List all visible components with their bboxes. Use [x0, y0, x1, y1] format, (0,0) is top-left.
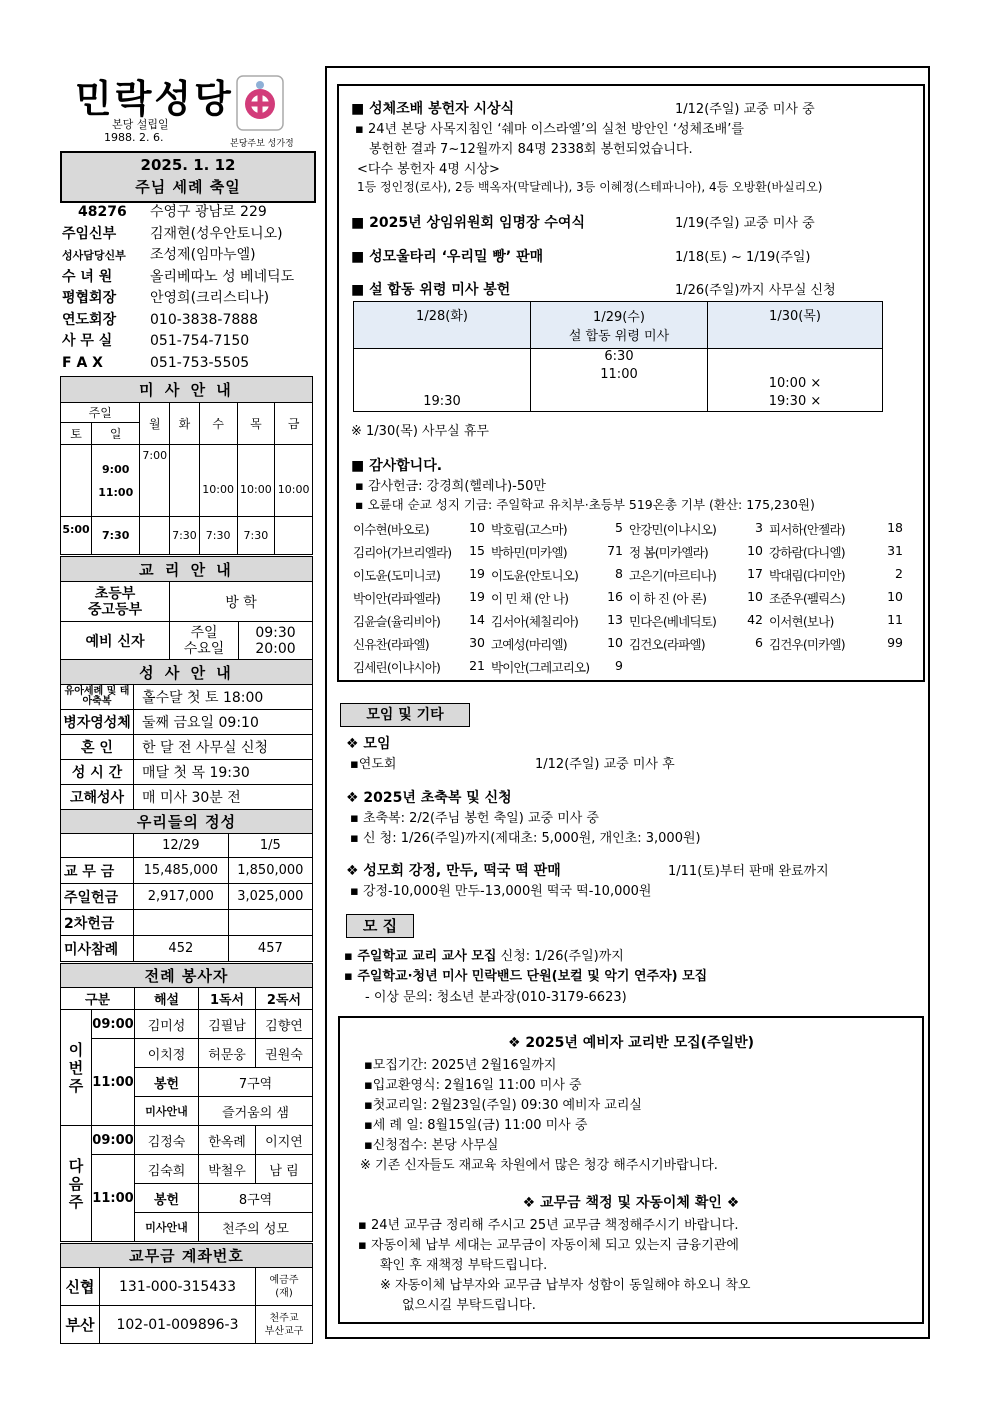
contact-list — [62, 202, 314, 374]
donor-name: 안강민(이냐시오) — [629, 522, 717, 537]
s1-line3: <다수 봉헌자 4명 시상> — [357, 162, 500, 177]
donor-name: 김리아(가브리엘라) — [353, 545, 452, 560]
sun-morning-times: 9:00 11:00 — [92, 445, 140, 517]
contact-label: 연도회장 — [62, 311, 117, 328]
next-week-label: 다 음 주 — [61, 1126, 92, 1242]
ministers-title: 전례 봉사자 — [61, 964, 313, 988]
thu-evening-time: 7:30 — [237, 517, 275, 555]
tw-0900: 09:00 — [92, 1010, 135, 1039]
day-tue: 화 — [170, 403, 200, 445]
s4-date: 1/26(주일)까지 사무실 신청 — [675, 283, 836, 298]
tue-evening-time: 7:30 — [170, 517, 200, 555]
notices-box — [337, 84, 925, 682]
sacrament-label: 혼 인 — [61, 735, 134, 760]
tw-offer: 7구역 — [199, 1068, 313, 1097]
mass-schedule-table — [60, 376, 313, 555]
fri-morning-time: 10:00 — [275, 445, 313, 517]
account-holder-1: 예금주 (재) — [256, 1268, 313, 1306]
s3-date: 1/18(토) ~ 1/19(주일) — [675, 250, 811, 265]
s4-title: ■ 설 합동 위령 미사 봉헌 — [351, 282, 511, 298]
day-thu: 목 — [237, 403, 275, 445]
donor-amount: 6 — [755, 635, 763, 650]
tw-1100: 11:00 — [92, 1039, 135, 1126]
s5-line1: ▪ 감사헌금: 강경희(헬레나)-50만 — [355, 479, 546, 494]
donor-amount: 10 — [469, 520, 485, 535]
donor-row — [353, 612, 923, 635]
sacrament-label: 성 시 간 — [61, 760, 134, 785]
donor-name: 정 봄(미카엘라) — [629, 545, 708, 560]
nw-1100: 11:00 — [92, 1155, 135, 1242]
mm-c1: 19:30 — [354, 349, 531, 412]
account-holder-2: 천주교 부산교구 — [256, 1306, 313, 1344]
nw-0900-reading2: 이지연 — [256, 1126, 313, 1155]
s1-title: ■ 성체조배 봉헌자 시상식 — [351, 101, 515, 117]
s1-date: 1/12(주일) 교중 미사 중 — [675, 102, 815, 117]
donor-name: 김세린(이냐시아) — [353, 660, 441, 675]
donor-amount: 2 — [895, 566, 903, 581]
catechumen-line: ▪입교환영식: 2월16일 11:00 미사 중 — [364, 1078, 582, 1093]
donor-name: 이서현(보나) — [769, 614, 834, 629]
tw-1100-commentary: 이치정 — [135, 1039, 199, 1068]
mon-morning-time: 7:00 — [140, 445, 170, 517]
donor-amount: 31 — [887, 543, 903, 558]
mm-h2: 1/29(수) 설 합동 위령 미사 — [531, 302, 708, 349]
nw-0900-reading1: 한옥례 — [199, 1126, 256, 1155]
col-reading1: 1독서 — [199, 988, 256, 1010]
s2-title: ■ 2025년 상임위원회 임명장 수여식 — [351, 215, 585, 231]
meeting-h3-date: 1/11(토)부터 판매 완료까지 — [668, 864, 829, 879]
bank-2: 부산 — [61, 1306, 100, 1344]
donor-name: 이 하 진 (아 론) — [629, 591, 707, 606]
donor-name: 신유찬(라파엘) — [353, 637, 429, 652]
mass-sat: 토 — [61, 423, 92, 445]
founded-label: 본당 설립일 — [112, 118, 169, 131]
donor-amount: 17 — [747, 566, 763, 581]
donor-name: 피서하(안젤라) — [769, 522, 845, 537]
day-wed: 수 — [199, 403, 237, 445]
col-commentary: 해설 — [135, 988, 199, 1010]
meeting-tab: 모임 및 기타 — [340, 703, 470, 727]
youth-status: 방 학 — [170, 582, 313, 622]
donor-amount: 8 — [615, 566, 623, 581]
donor-amount: 15 — [469, 543, 485, 558]
contact-label: F A X — [62, 354, 103, 371]
sacraments-title: 성 사 안 내 — [61, 660, 313, 685]
offering-label: 주일헌금 — [61, 884, 134, 910]
col-reading2: 2독서 — [256, 988, 313, 1010]
catechumen-label: 예비 신자 — [61, 622, 170, 660]
mm-h1: 1/28(화) — [354, 302, 531, 349]
donor-name: 김건우(미카엘) — [769, 637, 845, 652]
donor-name: 이 민 채 (안 나) — [491, 591, 569, 606]
donor-amount: 30 — [469, 635, 485, 650]
meeting-h2-l1: ▪ 초축복: 2/2(주님 봉헌 축일) 교중 미사 중 — [350, 811, 599, 826]
meeting-h2-l2: ▪ 신 청: 1/26(주일)까지(제대초: 5,000원, 개인초: 3,000원) — [350, 831, 701, 846]
donor-amount: 19 — [469, 566, 485, 581]
holy-family-logo-icon — [235, 74, 285, 132]
tithe-l4: ※ 자동이체 납부자와 교무금 납부자 성함이 동일해야 하오니 착오 — [380, 1278, 751, 1293]
this-week-label: 이 번 주 — [61, 1010, 92, 1126]
tw-1100-reading1: 허문웅 — [199, 1039, 256, 1068]
nw-1100-reading1: 박철우 — [199, 1155, 256, 1184]
donor-amount: 21 — [469, 658, 485, 673]
s5-title: ■ 감사합니다. — [351, 458, 443, 474]
tw-0900-reading2: 김향연 — [256, 1010, 313, 1039]
wed-morning-time: 10:00 — [199, 445, 237, 517]
contact-row — [62, 310, 314, 332]
recruit-l2: ▪ 주일학교·청년 미사 민락밴드 단원(보컬 및 악기 연주자) 모집 — [344, 969, 708, 984]
tw-1100-reading2: 권원숙 — [256, 1039, 313, 1068]
offering-value: 452 — [134, 936, 229, 962]
account-title: 교무금 계좌번호 — [61, 1244, 313, 1268]
sun-evening-time: 7:30 — [92, 517, 140, 555]
s1-line4: 1등 정인정(로사), 2등 백옥자(막달레나), 3등 이혜정(스테파니아), 4등 오방환(바실리오) — [357, 180, 823, 194]
contact-value: 올리베따노 성 베네딕도 — [150, 268, 295, 285]
donor-grid — [353, 520, 923, 681]
tw-guide-label: 미사안내 — [135, 1097, 199, 1126]
offering-value: 457 — [228, 936, 312, 962]
donor-row — [353, 658, 923, 681]
nw-0900: 09:00 — [92, 1126, 135, 1155]
contact-row — [62, 267, 314, 289]
offering-title: 우리들의 정성 — [61, 810, 313, 834]
contact-row — [62, 353, 314, 375]
contact-value: 안영희(크리스티나) — [150, 290, 270, 306]
s3-title: ■ 성모울타리 ‘우리밀 빵’ 판매 — [351, 249, 544, 265]
s2-date: 1/19(주일) 교중 미사 중 — [675, 216, 815, 231]
donor-name: 김건오(라파엘) — [629, 637, 705, 652]
catechumen-line: ▪세 례 일: 8월15일(금) 11:00 미사 중 — [364, 1118, 588, 1133]
tw-offer-label: 봉헌 — [135, 1068, 199, 1097]
contact-label: 주임신부 — [62, 225, 117, 242]
mm-c2: 6:30 11:00 — [531, 349, 708, 412]
donor-amount: 10 — [747, 543, 763, 558]
contact-value[interactable]: 051-754-7150 — [150, 333, 250, 349]
s4-note: ※ 1/30(목) 사무실 휴무 — [351, 424, 489, 439]
sacrament-label: 고해성사 — [61, 785, 134, 810]
s1-line2: 봉헌한 결과 7~12월까지 84명 2338회 봉헌되었습니다. — [369, 142, 693, 157]
mm-h3: 1/30(목) — [708, 302, 883, 349]
offering-value: 15,485,000 — [134, 858, 229, 884]
donor-name: 박하민(미카엘) — [491, 545, 567, 560]
contact-row — [62, 224, 314, 246]
recruit-l1: ▪ 주일학교 교리 교사 모집 신청: 1/26(주일)까지 — [344, 949, 624, 964]
nw-offer: 8구역 — [199, 1184, 313, 1213]
tithe-title: ❖ 교무금 책정 및 자동이체 확인 ❖ — [522, 1195, 740, 1211]
contact-label: 48276 — [78, 204, 127, 220]
meeting-h1-l1: ▪연도회 — [350, 757, 397, 772]
contact-row — [62, 202, 314, 224]
donor-name: 강하람(다니엘) — [769, 545, 845, 560]
nw-1100-reading2: 남 림 — [256, 1155, 313, 1184]
nw-offer-label: 봉헌 — [135, 1184, 199, 1213]
tithe-l3: 확인 후 재책정 부탁드립니다. — [380, 1258, 548, 1273]
bulletin-date: 2025. 1. 12 — [140, 156, 236, 174]
donor-amount: 10 — [747, 589, 763, 604]
contact-row — [62, 245, 314, 267]
donor-amount: 42 — [747, 612, 763, 627]
recruit-l3: - 이상 문의: 청소년 분과장(010-3179-6623) — [365, 990, 627, 1005]
donor-amount: 11 — [887, 612, 903, 627]
contact-value[interactable]: 010-3838-7888 — [150, 311, 259, 328]
mass-sunday: 주일 — [61, 403, 140, 423]
catechumen-title: ❖ 2025년 예비자 교리반 모집(주일반) — [507, 1035, 755, 1051]
contact-row — [62, 288, 314, 310]
mass-sun: 일 — [92, 423, 140, 445]
col-category: 구분 — [61, 988, 135, 1010]
donor-name: 김서아(체칠리아) — [491, 614, 579, 629]
donor-amount: 9 — [615, 658, 623, 673]
donor-amount: 99 — [887, 635, 903, 650]
contact-label: 수 녀 원 — [62, 268, 113, 285]
donor-row — [353, 635, 923, 658]
sacraments-table — [60, 659, 313, 810]
donor-amount: 18 — [887, 520, 903, 535]
donor-name: 조준우(펠릭스) — [769, 591, 845, 606]
catechumen-box — [338, 1016, 924, 1324]
education-table — [60, 556, 313, 660]
donor-name: 박호림(고스마) — [491, 522, 567, 537]
contact-label: 성사담당신부 — [62, 249, 126, 262]
offering-label: 교 무 금 — [61, 858, 134, 884]
offering-value: 1,850,000 — [228, 858, 312, 884]
offering-value: 3,025,000 — [228, 884, 312, 910]
ministers-table — [60, 963, 313, 1242]
tithe-l2: ▪ 자동이체 납부 세대는 교무금이 자동이체 되고 있는지 금융기관에 — [358, 1238, 739, 1253]
tw-0900-reading1: 김필남 — [199, 1010, 256, 1039]
nw-1100-commentary: 김숙희 — [135, 1155, 199, 1184]
account-number-2[interactable]: 102-01-009896-3 — [100, 1306, 256, 1344]
donor-name: 이도윤(안토니오) — [491, 568, 579, 583]
meeting-h3-l1: ▪ 강정-10,000원 만두-13,000원 떡국 떡-10,000원 — [350, 884, 652, 899]
offering-value — [228, 910, 312, 936]
meeting-h2: ❖ 2025년 초축복 및 신청 — [346, 790, 512, 806]
donor-name: 박이안(그레고리오) — [491, 660, 590, 675]
donor-name: 김윤슬(율리비아) — [353, 614, 441, 629]
contact-value: 조성제(임마누엘) — [150, 247, 256, 263]
sacrament-value: 매달 첫 목 19:30 — [134, 760, 313, 785]
day-mon: 월 — [140, 403, 170, 445]
offering-label: 2차헌금 — [61, 910, 134, 936]
donor-name: 박이안(라파엘라) — [353, 591, 441, 606]
date-box — [60, 151, 316, 203]
donor-name: 민다은(베네딕토) — [629, 614, 717, 629]
nw-0900-commentary: 김정숙 — [135, 1126, 199, 1155]
day-fri: 금 — [275, 403, 313, 445]
s1-line1: ▪ 24년 본당 사목지침인 ‘쉐마 이스라엘’의 실천 방안인 ‘성체조배’를 — [355, 122, 744, 137]
sacrament-label: 유아세례 및 태아축복 — [61, 685, 134, 710]
donor-row — [353, 589, 923, 612]
wed-evening-time: 7:30 — [199, 517, 237, 555]
catechumen-line: ▪신청접수: 본당 사무실 — [364, 1138, 499, 1153]
tithe-l1: ▪ 24년 교무금 정리해 주시고 25년 교무금 책정해주시기 바랍니다. — [358, 1218, 739, 1233]
youth-label: 초등부 중고등부 — [61, 582, 170, 622]
donor-amount: 5 — [615, 520, 623, 535]
contact-value: 수영구 광남로 229 — [150, 204, 267, 220]
tithe-l5: 없으시길 부탁드립니다. — [402, 1298, 536, 1313]
donor-amount: 14 — [469, 612, 485, 627]
catechumen-days: 주일 수요일 — [170, 622, 239, 660]
sacrament-label: 병자영성체 — [61, 710, 134, 735]
donor-amount: 16 — [607, 589, 623, 604]
donor-row — [353, 520, 923, 543]
sacrament-value: 둘째 금요일 09:10 — [134, 710, 313, 735]
donor-name: 이수현(바오로) — [353, 522, 429, 537]
donor-name: 고예성(마리엘) — [491, 637, 567, 652]
nw-guide-label: 미사안내 — [135, 1213, 199, 1242]
offering-value: 2,917,000 — [134, 884, 229, 910]
meeting-h3: ❖ 성모회 강정, 만두, 떡국 떡 판매 — [346, 863, 561, 879]
s5-line2: ▪ 오륜대 순교 성지 기금: 주일학교 유치부·초등부 519온총 기부 (환산: 175,230원) — [355, 497, 815, 512]
offering-table — [60, 809, 313, 962]
nw-guide: 천주의 성모 — [199, 1213, 313, 1242]
donor-name: 이도윤(도미니코) — [353, 568, 441, 583]
contact-label: 사 무 실 — [62, 333, 113, 349]
donor-amount: 19 — [469, 589, 485, 604]
donor-name: 고은기(마르티나) — [629, 568, 717, 583]
contact-row — [62, 331, 314, 353]
catechumen-times: 09:30 20:00 — [239, 622, 313, 660]
sacrament-value: 매 미사 30분 전 — [134, 785, 313, 810]
offering-label: 미사참례 — [61, 936, 134, 962]
account-table — [60, 1243, 313, 1344]
church-header — [60, 68, 315, 150]
meeting-h1: ❖ 모임 — [346, 736, 391, 752]
sacrament-value: 홀수달 첫 토 18:00 — [134, 685, 313, 710]
tw-guide: 즐거움의 샘 — [199, 1097, 313, 1126]
recruit-tab: 모 집 — [346, 914, 414, 938]
donor-amount: 71 — [607, 543, 623, 558]
account-number-1[interactable]: 131-000-315433 — [100, 1268, 256, 1306]
thu-morning-time: 10:00 — [237, 445, 275, 517]
donor-row — [353, 543, 923, 566]
contact-value: 김재현(성우안토니오) — [150, 225, 283, 242]
bank-1: 신협 — [61, 1268, 100, 1306]
donor-amount: 3 — [755, 520, 763, 535]
meeting-h1-l1-date: 1/12(주일) 교중 미사 후 — [535, 757, 675, 772]
feast-name: 주님 세례 축일 — [135, 178, 241, 196]
mm-c3: 10:00 × 19:30 × — [708, 349, 883, 412]
tw-0900-commentary: 김미성 — [135, 1010, 199, 1039]
donor-name: 박대림(다미안) — [769, 568, 845, 583]
catechumen-line: ▪첫교리일: 2월23일(주일) 09:30 예비자 교리실 — [364, 1098, 642, 1113]
logo-caption: 본당주보 성가정 — [230, 139, 294, 149]
contact-label: 평협회장 — [62, 290, 117, 306]
offering-col-1: 12/29 — [134, 834, 229, 858]
catechumen-note: ※ 기존 신자들도 재교육 차원에서 많은 청강 해주시기바랍니다. — [360, 1158, 718, 1173]
offering-value — [134, 910, 229, 936]
memorial-mass-table — [353, 301, 883, 412]
mass-title: 미 사 안 내 — [61, 377, 313, 403]
education-title: 교 리 안 내 — [61, 557, 313, 582]
founded-date: 1988. 2. 6. — [104, 131, 164, 144]
donor-row — [353, 566, 923, 589]
catechumen-line: ▪모집기간: 2025년 2월16일까지 — [364, 1058, 557, 1073]
sacrament-value: 한 달 전 사무실 신청 — [134, 735, 313, 760]
church-name: 민락성당 — [75, 76, 234, 121]
contact-value[interactable]: 051-753-5505 — [150, 354, 250, 371]
donor-amount: 10 — [887, 589, 903, 604]
sat-evening-time: 5:00 — [61, 517, 92, 555]
donor-amount: 13 — [607, 612, 623, 627]
donor-amount: 10 — [607, 635, 623, 650]
offering-col-2: 1/5 — [228, 834, 312, 858]
